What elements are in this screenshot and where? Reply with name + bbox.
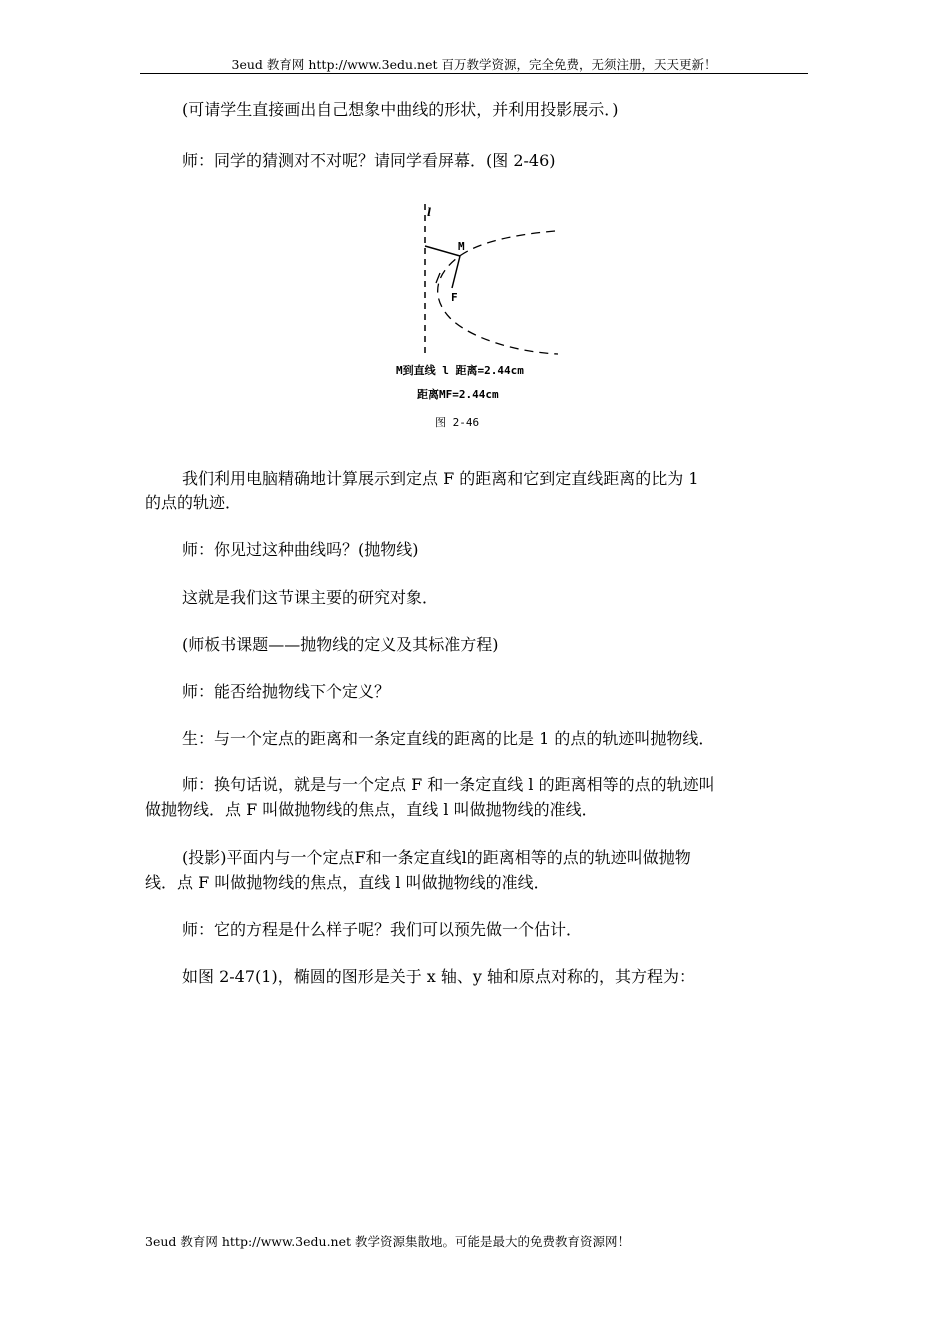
paragraph-teacher-definition-2: 做抛物线．点 F 叫做抛物线的焦点，直线 l 叫做抛物线的准线． (145, 800, 598, 819)
paragraph-computer-demo-2: 的点的轨迹． (145, 493, 242, 512)
segment-m-to-directrix (425, 246, 460, 256)
distance-mf: 距离MF=2.44cm (417, 388, 499, 401)
paragraph-student-definition: 生：与一个定点的距离和一条定直线的距离的比是 1 的点的轨迹叫抛物线． (182, 729, 715, 748)
page-footer: 3eud 教育网 http://www.3edu.net 教学资源集散地。可能是最大的免费教育资源网！ (145, 1234, 630, 1249)
paragraph-teacher-definition-1: 师：换句话说，就是与一个定点 F 和一条定直线 l 的距离相等的点的轨迹叫 (182, 775, 715, 794)
figure-2-46 (370, 196, 590, 436)
label-l: l (427, 206, 432, 219)
paragraph-research-object: 这就是我们这节课主要的研究对象． (182, 588, 439, 607)
paragraph-projection-note: (可请学生直接画出自己想象中曲线的形状，并利用投影展示．) (182, 100, 619, 119)
paragraph-seen-curve: 师：你见过这种曲线吗？(抛物线) (182, 540, 419, 559)
label-m: M (458, 240, 465, 253)
paragraph-lesson-title: (师板书课题——抛物线的定义及其标准方程) (182, 635, 499, 654)
paragraph-computer-demo-1: 我们利用电脑精确地计算展示到定点 F 的距离和它到定直线距离的比为 1 (182, 469, 699, 488)
paragraph-teacher-question: 师：同学的猜测对不对呢？请同学看屏幕．(图 2-46) (182, 151, 556, 170)
paragraph-projection-definition-1: (投影)平面内与一个定点F和一条定直线l的距离相等的点的轨迹叫做抛物 (182, 848, 691, 867)
axis-tick (436, 273, 440, 283)
figure-caption: 图 2-46 (435, 416, 480, 429)
paragraph-equation-question: 师：它的方程是什么样子呢？我们可以预先做一个估计． (182, 920, 583, 939)
paragraph-projection-definition-2: 线．点 F 叫做抛物线的焦点，直线 l 叫做抛物线的准线． (145, 873, 550, 892)
paragraph-define-question: 师：能否给抛物线下个定义？ (182, 682, 391, 701)
distance-to-directrix: M到直线 l 距离=2.44cm (396, 364, 524, 377)
page-header: 3eud 教育网 http://www.3edu.net 百万教学资源，完全免费，无须注册，天天更新！ (140, 57, 808, 74)
paragraph-ellipse-symmetry: 如图 2-47(1)，椭圆的图形是关于 x 轴、y 轴和原点对称的，其方程为： (182, 967, 696, 986)
label-f: F (451, 291, 458, 304)
